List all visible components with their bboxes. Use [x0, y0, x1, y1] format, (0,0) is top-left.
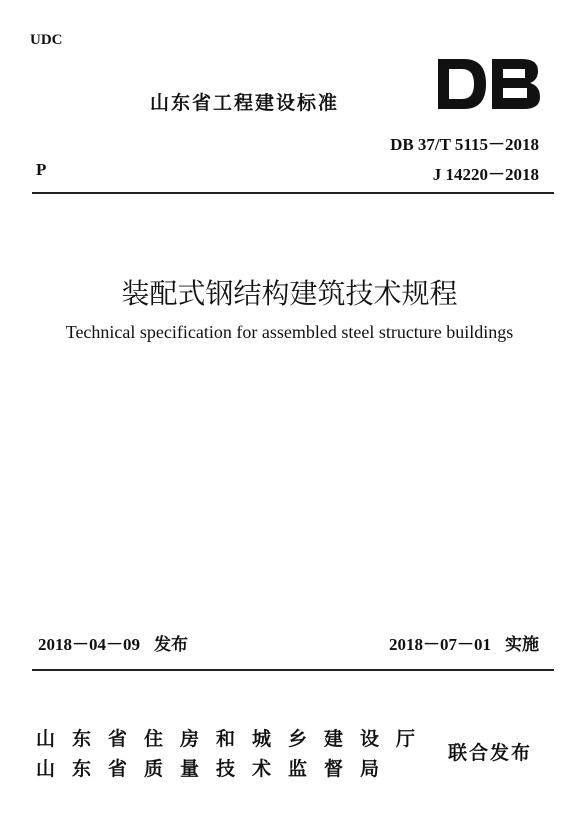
filing-code: J 14220－2018 — [432, 165, 539, 184]
implement-date: 2018－07－01 — [389, 635, 491, 654]
title-chinese: 装配式钢结构建筑技术规程 — [121, 277, 458, 310]
issue-date: 2018－04－09 — [38, 635, 140, 654]
issuer-line-2: 山东省质量技术监督局 — [36, 758, 397, 780]
standard-code: DB 37/T 5115－2018 — [390, 135, 539, 154]
db-logo-letter-d — [438, 59, 486, 109]
db-logo — [434, 55, 542, 113]
issue-label: 发布 — [154, 635, 188, 655]
bottom-divider — [32, 669, 554, 671]
implement-date-row — [389, 630, 539, 655]
title-english: Technical specification for assembled steel structure buildings — [65, 322, 514, 342]
joint-issue-label: 联合发布 — [448, 742, 533, 764]
issuer-line-1: 山东省住房和城乡建设厅 — [36, 728, 433, 750]
issue-date-row — [38, 630, 188, 655]
standard-type: 山东省工程建设标准 — [150, 92, 340, 114]
udc-label: UDC — [30, 32, 63, 48]
category-label: P — [36, 160, 47, 179]
implement-label: 实施 — [505, 635, 539, 655]
top-divider — [32, 192, 554, 194]
db-logo-letter-b — [492, 59, 540, 109]
